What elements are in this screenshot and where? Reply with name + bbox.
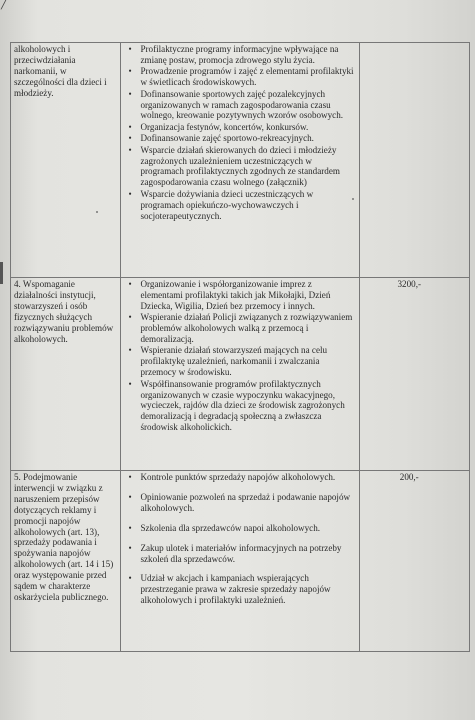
amount-cell	[359, 278, 470, 471]
list-item: • Wsparcie dożywiania dzieci uczestniczących w programach opiekuńczo-wychowawczych i socjoterapeutycznych.	[124, 189, 355, 222]
activities-cell	[121, 471, 359, 652]
binding-edge-mark	[0, 262, 3, 284]
amount-value: 200,-	[399, 472, 419, 482]
list-item: • Dofinansowanie sportowych zajęć pozalekcyjnych organizowanych w ramach zagospodarowania czasu wolnego, kreowanie pozytywnych wzorów osobowych.	[124, 89, 355, 122]
list-item: • Prowadzenie programów i zajęć z elementami profilaktyki w świetlicach środowiskowych.	[124, 66, 355, 88]
activity-list	[124, 472, 355, 606]
list-item: • Wsparcie działań skierowanych do dzieci i młodzieży zagrożonych uzależnieniem uczestniczących w programach profilaktycznych zgodnych ze standardem zagospodarowania czasu wolnego (załącznik)	[124, 145, 355, 189]
table-row	[11, 43, 470, 278]
task-cell: 4. Wspomaganie działalności instytucji, stowarzyszeń i osób fizycznych służących rozwiązywaniu problemów alkoholowych.	[11, 278, 121, 471]
activity-list	[124, 44, 355, 222]
list-item: • Współfinansowanie programów profilaktycznych organizowanych w czasie wypoczynku wakacyjnego, wycieczek, rajdów dla dzieci ze środowisk zagrożonych demoralizacją i degradacją społeczną a zwłaszcza środowisk alkoholickich.	[124, 379, 355, 434]
list-item: • Wspieranie działań stowarzyszeń mających na celu profilaktykę uzależnień, narkomanii i zwalczania przemocy w środowisku.	[124, 345, 355, 378]
program-table	[10, 42, 470, 652]
activity-list	[124, 279, 355, 433]
task-cell: 5. Podejmowanie interwencji w związku z naruszeniem przepisów dotyczących reklamy i promocji napojów alkoholowych (art. 13), sprzedaży podawania i spożywania napojów alkoholowych (art. 14 i 15) oraz występowanie przed sądem w charakterze oskarżyciela publicznego.	[11, 471, 121, 652]
list-item: • Udział w akcjach i kampaniach wspierających przestrzeganie prawa w zakresie sprzedaży napojów alkoholowych i profilaktyki uzależnień.	[124, 573, 355, 606]
list-item: • Wspieranie działań Policji związanych z rozwiązywaniem problemów alkoholowych walką z przemocą i demoralizacją.	[124, 312, 355, 345]
table-row	[11, 471, 470, 652]
list-item: • Dofinansowanie zajęć sportowo-rekreacyjnych.	[124, 133, 355, 144]
list-item: • Profilaktyczne programy informacyjne wpływające na zmianę postaw, promocja zdrowego stylu życia.	[124, 44, 355, 66]
list-item: • Zakup ulotek i materiałów informacyjnych na potrzeby szkoleń dla sprzedawców.	[124, 543, 355, 565]
list-item: • Organizowanie i współorganizowanie imprez z elementami profilaktyki takich jak Mikołajki, Dzień Dziecka, Wigilia, Dzień bez przemocy i innych.	[124, 279, 355, 312]
list-item: • Szkolenia dla sprzedawców napoi alkoholowych.	[124, 523, 355, 534]
activities-cell	[121, 278, 359, 471]
task-cell: alkoholowych i przeciwdziałania narkomanii, w szczególności dla dzieci i młodzieży.	[11, 43, 121, 278]
amount-value: 3200,-	[397, 279, 421, 289]
amount-cell	[359, 471, 470, 652]
list-item: • Organizacja festynów, koncertów, konkursów.	[124, 122, 355, 133]
activities-cell	[121, 43, 359, 278]
corner-pen-mark: ╱	[1, 0, 8, 10]
list-item: • Kontrole punktów sprzedaży napojów alkoholowych.	[124, 472, 355, 483]
table-row	[11, 278, 470, 471]
list-item: • Opiniowanie pozwoleń na sprzedaż i podawanie napojów alkoholowych.	[124, 492, 355, 514]
amount-cell	[359, 43, 470, 278]
